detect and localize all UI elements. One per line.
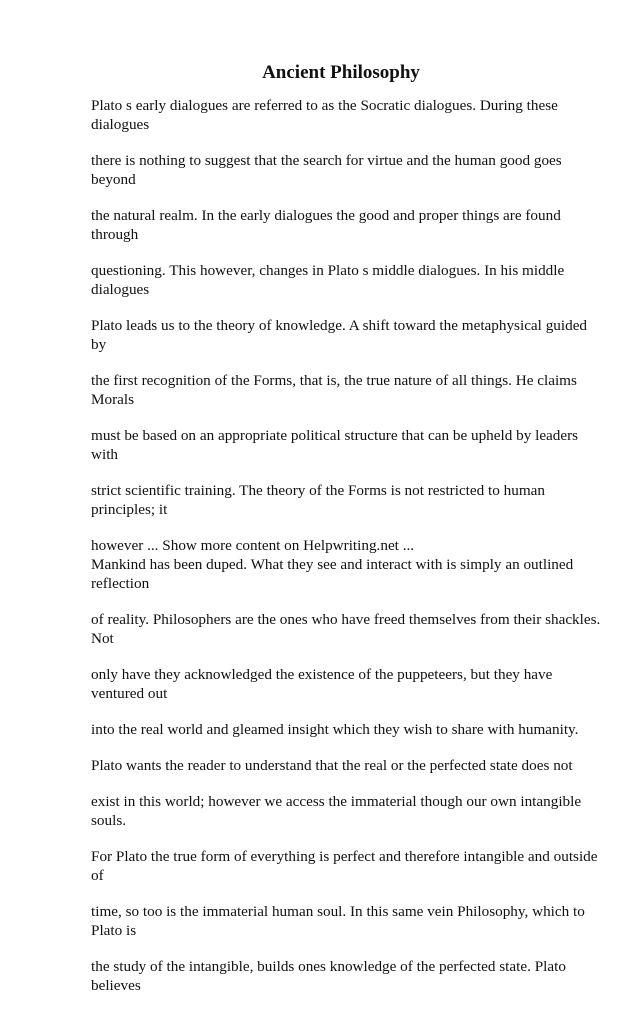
paragraph: the natural realm. In the early dialogues the good and proper things are found through [91,207,561,243]
document-title: Ancient Philosophy [262,62,420,83]
document-body [91,96,603,1012]
paragraph: only have they acknowledged the existence of the puppeteers, but they have ventured out [91,666,553,702]
paragraph: there is nothing to suggest that the search for virtue and the human good goes beyond [91,152,562,188]
show-more-line: however ... Show more content on Helpwriting.net ... [91,537,415,554]
paragraph: exist in this world; however we access the immaterial though our own intangible souls. [91,793,582,829]
paragraph: Plato leads us to the theory of knowledge. A shift toward the metaphysical guided by [91,317,588,353]
paragraph: questioning. This however, changes in Plato s middle dialogues. In his middle dialogues [91,262,565,298]
paragraph: of reality. Philosophers are the ones who have freed themselves from their shackles. Not [91,611,601,647]
paragraph: into the real world and gleamed insight which they wish to share with humanity. [91,721,579,738]
paragraph: time, so too is the immaterial human soul. In this same vein Philosophy, which to Plato is [91,903,585,939]
paragraph: the study of the intangible, builds ones knowledge of the perfected state. Plato believes [91,958,566,994]
paragraph: Plato wants the reader to understand that the real or the perfected state does not [91,757,573,774]
paragraph: the first recognition of the Forms, that is, the true nature of all things. He claims Morals [91,372,577,408]
paragraph: For Plato the true form of everything is perfect and therefore intangible and outside of [91,848,598,884]
paragraph: must be based on an appropriate political structure that can be upheld by leaders with [91,427,579,463]
paragraph: Mankind has been duped. What they see and interact with is simply an outlined reflection [91,556,574,592]
paragraph: Plato s early dialogues are referred to as the Socratic dialogues. During these dialogues [91,97,558,133]
paragraph: strict scientific training. The theory of the Forms is not restricted to human principles; it [91,482,545,518]
